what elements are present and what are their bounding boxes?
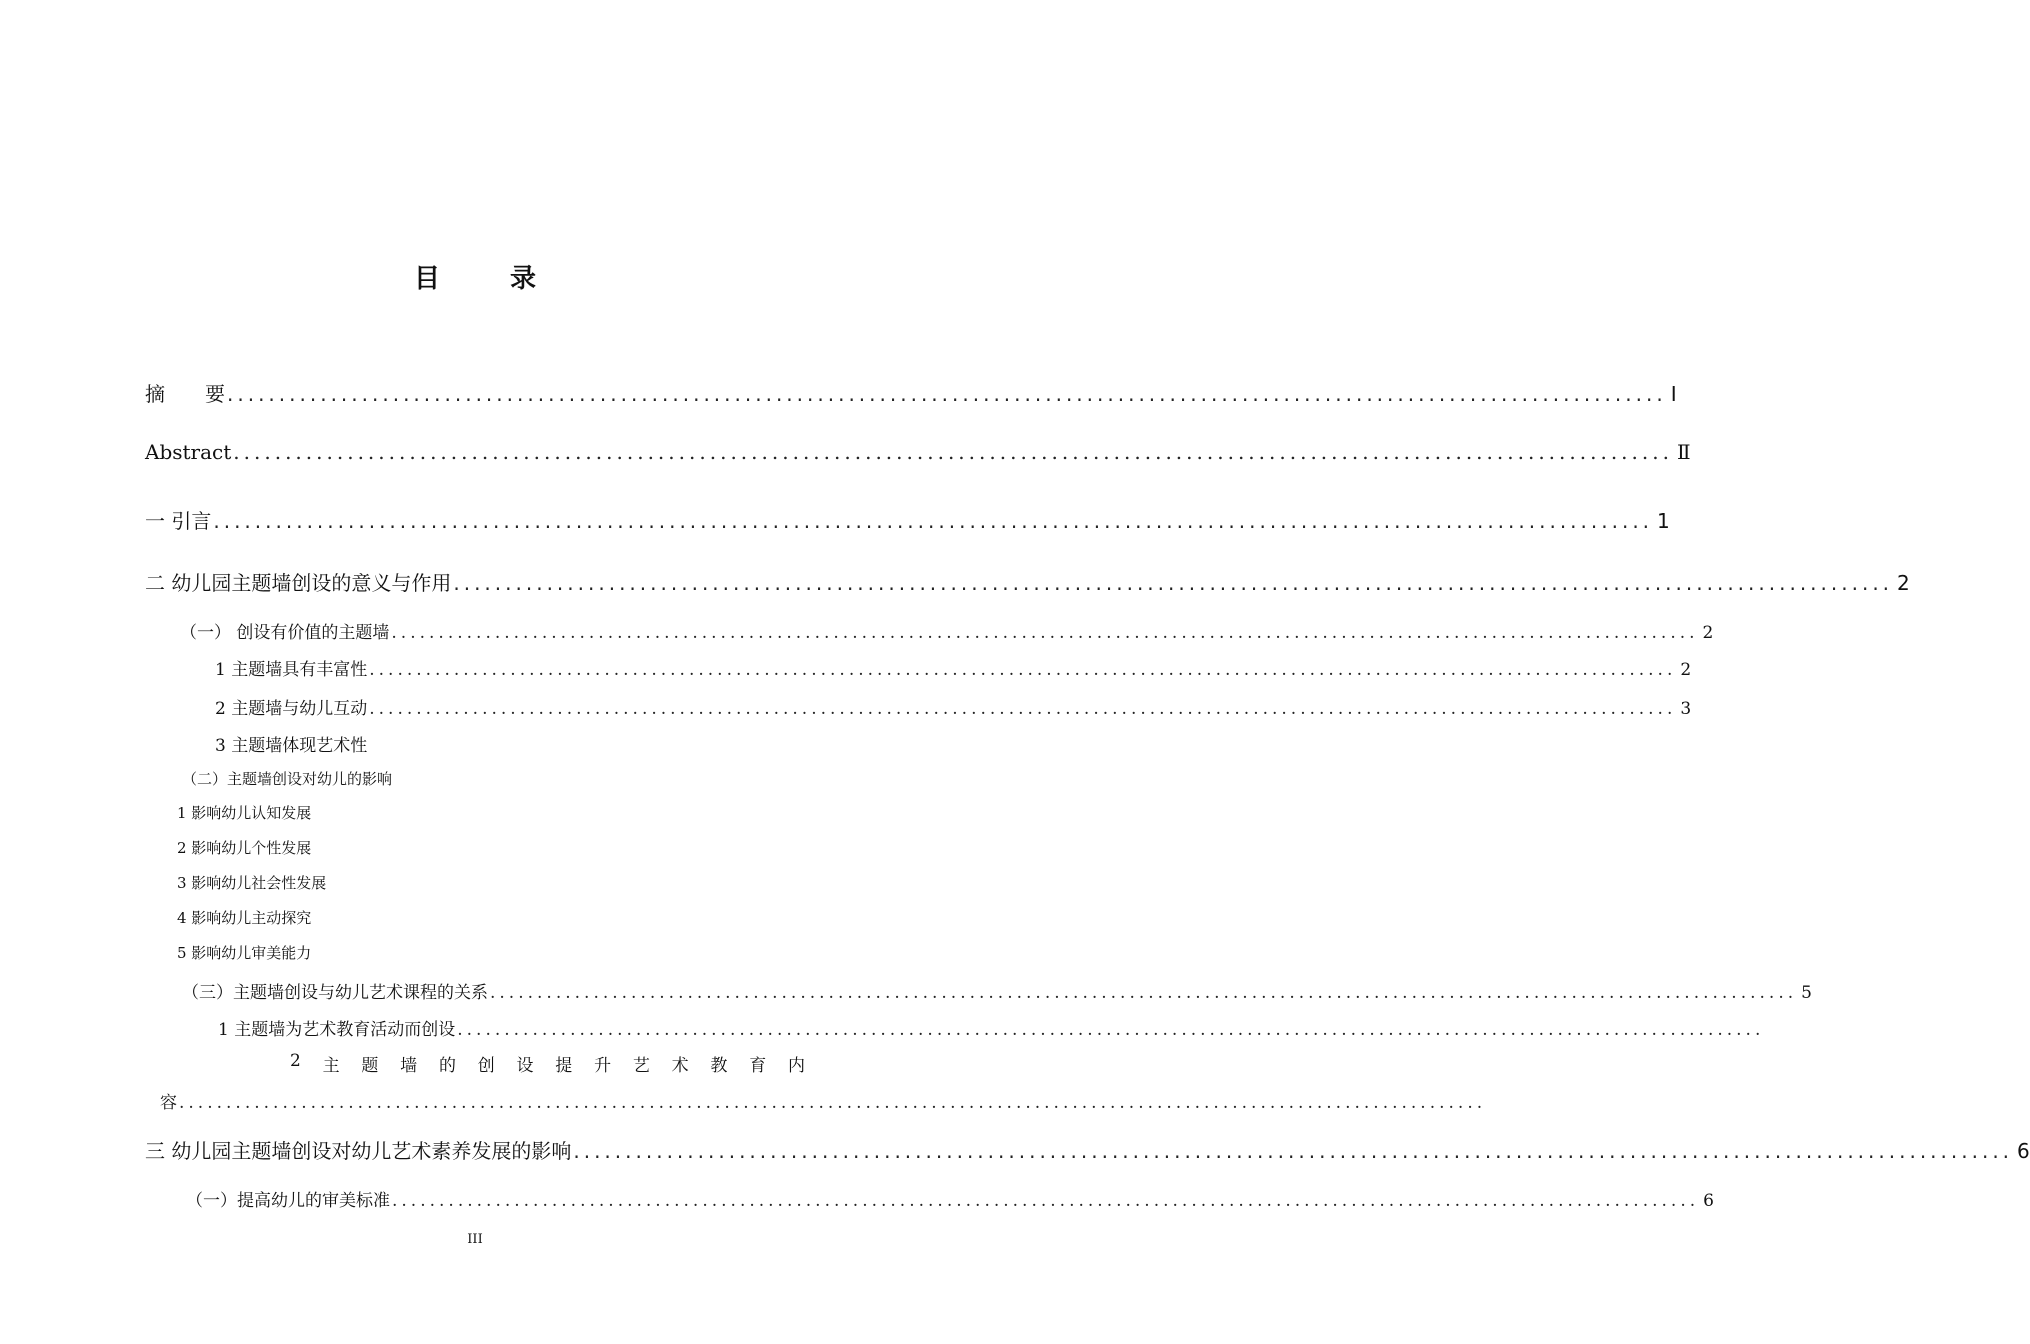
toc-entry-2-1-2[interactable] <box>215 694 1692 719</box>
toc-entry-2-1-1[interactable] <box>215 655 1692 680</box>
toc-entry-chapter-3[interactable] <box>145 1135 2030 1164</box>
toc-entry-2-2-4[interactable]: 4 影响幼儿主动探究 <box>177 909 312 927</box>
page-title: 目 录 <box>413 264 558 294</box>
toc-entry-2-3-2[interactable] <box>290 1051 805 1076</box>
toc-page-number: 6 <box>2017 1139 2030 1163</box>
dot-leader: ........................................................................................................................................... <box>457 1020 1765 1040</box>
toc-entry-section-2-1[interactable] <box>180 618 1714 643</box>
toc-entry-label: 一 引言 <box>145 509 212 533</box>
toc-entry-label: 2 主题墙与幼儿互动 <box>215 699 368 719</box>
toc-entry-abstract[interactable] <box>145 440 1691 464</box>
toc-char: 墙 <box>400 1056 418 1076</box>
toc-entry-zhaiyao[interactable] <box>145 378 1677 407</box>
dot-leader: ........................................................................................................................................... <box>369 660 1677 680</box>
toc-entry-chapter-2[interactable] <box>145 567 1910 596</box>
toc-char: 内 <box>787 1056 805 1076</box>
toc-entry-2-3-2-continued[interactable] <box>160 1088 1487 1113</box>
toc-char: 主 <box>322 1056 340 1076</box>
toc-entry-label: （三）主题墙创设与幼儿艺术课程的关系 <box>182 983 488 1003</box>
toc-entry-2-2-5[interactable]: 5 影响幼儿审美能力 <box>177 944 312 962</box>
toc-entry-label: 二 幼儿园主题墙创设的意义与作用 <box>145 571 452 595</box>
toc-entry-2-2-1[interactable]: 1 影响幼儿认知发展 <box>177 804 312 822</box>
toc-char: 创 <box>477 1056 495 1076</box>
toc-char: 提 <box>555 1056 573 1076</box>
toc-page-number: 6 <box>1703 1191 1714 1211</box>
toc-entry-label: 1 主题墙具有丰富性 <box>215 660 368 680</box>
toc-entry-2-1-3[interactable]: 3 主题墙体现艺术性 <box>215 736 368 756</box>
toc-entry-label: Abstract <box>145 440 232 464</box>
toc-char: 教 <box>710 1056 728 1076</box>
toc-char: 2 <box>290 1051 301 1071</box>
toc-entry-section-2-3[interactable] <box>182 978 1812 1003</box>
toc-page-number: 3 <box>1680 699 1692 719</box>
toc-entry-2-2-2[interactable]: 2 影响幼儿个性发展 <box>177 839 312 857</box>
toc-page-number: 2 <box>1680 660 1692 680</box>
dot-leader: ........................................................................................................................................... <box>179 1093 1487 1113</box>
toc-page-number: 5 <box>1801 983 1812 1003</box>
toc-entry-label: 1 主题墙为艺术教育活动而创设 <box>218 1020 456 1040</box>
toc-entry-section-3-1[interactable] <box>186 1186 1714 1211</box>
toc-char: 育 <box>749 1056 767 1076</box>
dot-leader: ........................................................................................................................................... <box>573 1139 2014 1163</box>
toc-entry-2-2-3[interactable]: 3 影响幼儿社会性发展 <box>177 874 327 892</box>
toc-char: 艺 <box>632 1056 650 1076</box>
toc-page-number: Ⅰ <box>1670 382 1677 406</box>
toc-page-number: 1 <box>1657 509 1670 533</box>
toc-char: 术 <box>671 1056 689 1076</box>
dot-leader: ........................................................................................................................................... <box>213 509 1654 533</box>
toc-char: 升 <box>594 1056 612 1076</box>
toc-entry-section-2-2[interactable]: （二）主题墙创设对幼儿的影响 <box>182 770 393 788</box>
toc-entry-label: （一）提高幼儿的审美标准 <box>186 1191 390 1211</box>
dot-leader: ........................................................................................................................................... <box>369 699 1677 719</box>
toc-char: 设 <box>516 1056 534 1076</box>
page-number-footer: III <box>467 1232 483 1247</box>
dot-leader: ........................................................................................................................................... <box>453 571 1894 595</box>
dot-leader: ........................................................................................................................................... <box>391 623 1699 643</box>
toc-page-number: Ⅱ <box>1676 440 1691 464</box>
toc-entry-label: 容 <box>160 1093 177 1113</box>
toc-entry-2-3-1[interactable] <box>218 1015 1765 1040</box>
dot-leader: ........................................................................................................................................... <box>392 1191 1700 1211</box>
toc-entry-label: （一） 创设有价值的主题墙 <box>180 623 390 643</box>
toc-entry-label: 三 幼儿园主题墙创设对幼儿艺术素养发展的影响 <box>145 1139 572 1163</box>
dot-leader: ........................................................................................................................................... <box>490 983 1798 1003</box>
toc-entry-yinyan[interactable] <box>145 505 1670 534</box>
dot-leader: ........................................................................................................................................... <box>227 382 1667 406</box>
toc-char: 题 <box>361 1056 379 1076</box>
toc-page-number: 2 <box>1897 571 1910 595</box>
toc-char: 的 <box>438 1056 456 1076</box>
toc-page-number: 2 <box>1702 623 1714 643</box>
dot-leader: ........................................................................................................................................... <box>233 440 1673 464</box>
toc-entry-label: 摘 要 <box>145 382 225 406</box>
